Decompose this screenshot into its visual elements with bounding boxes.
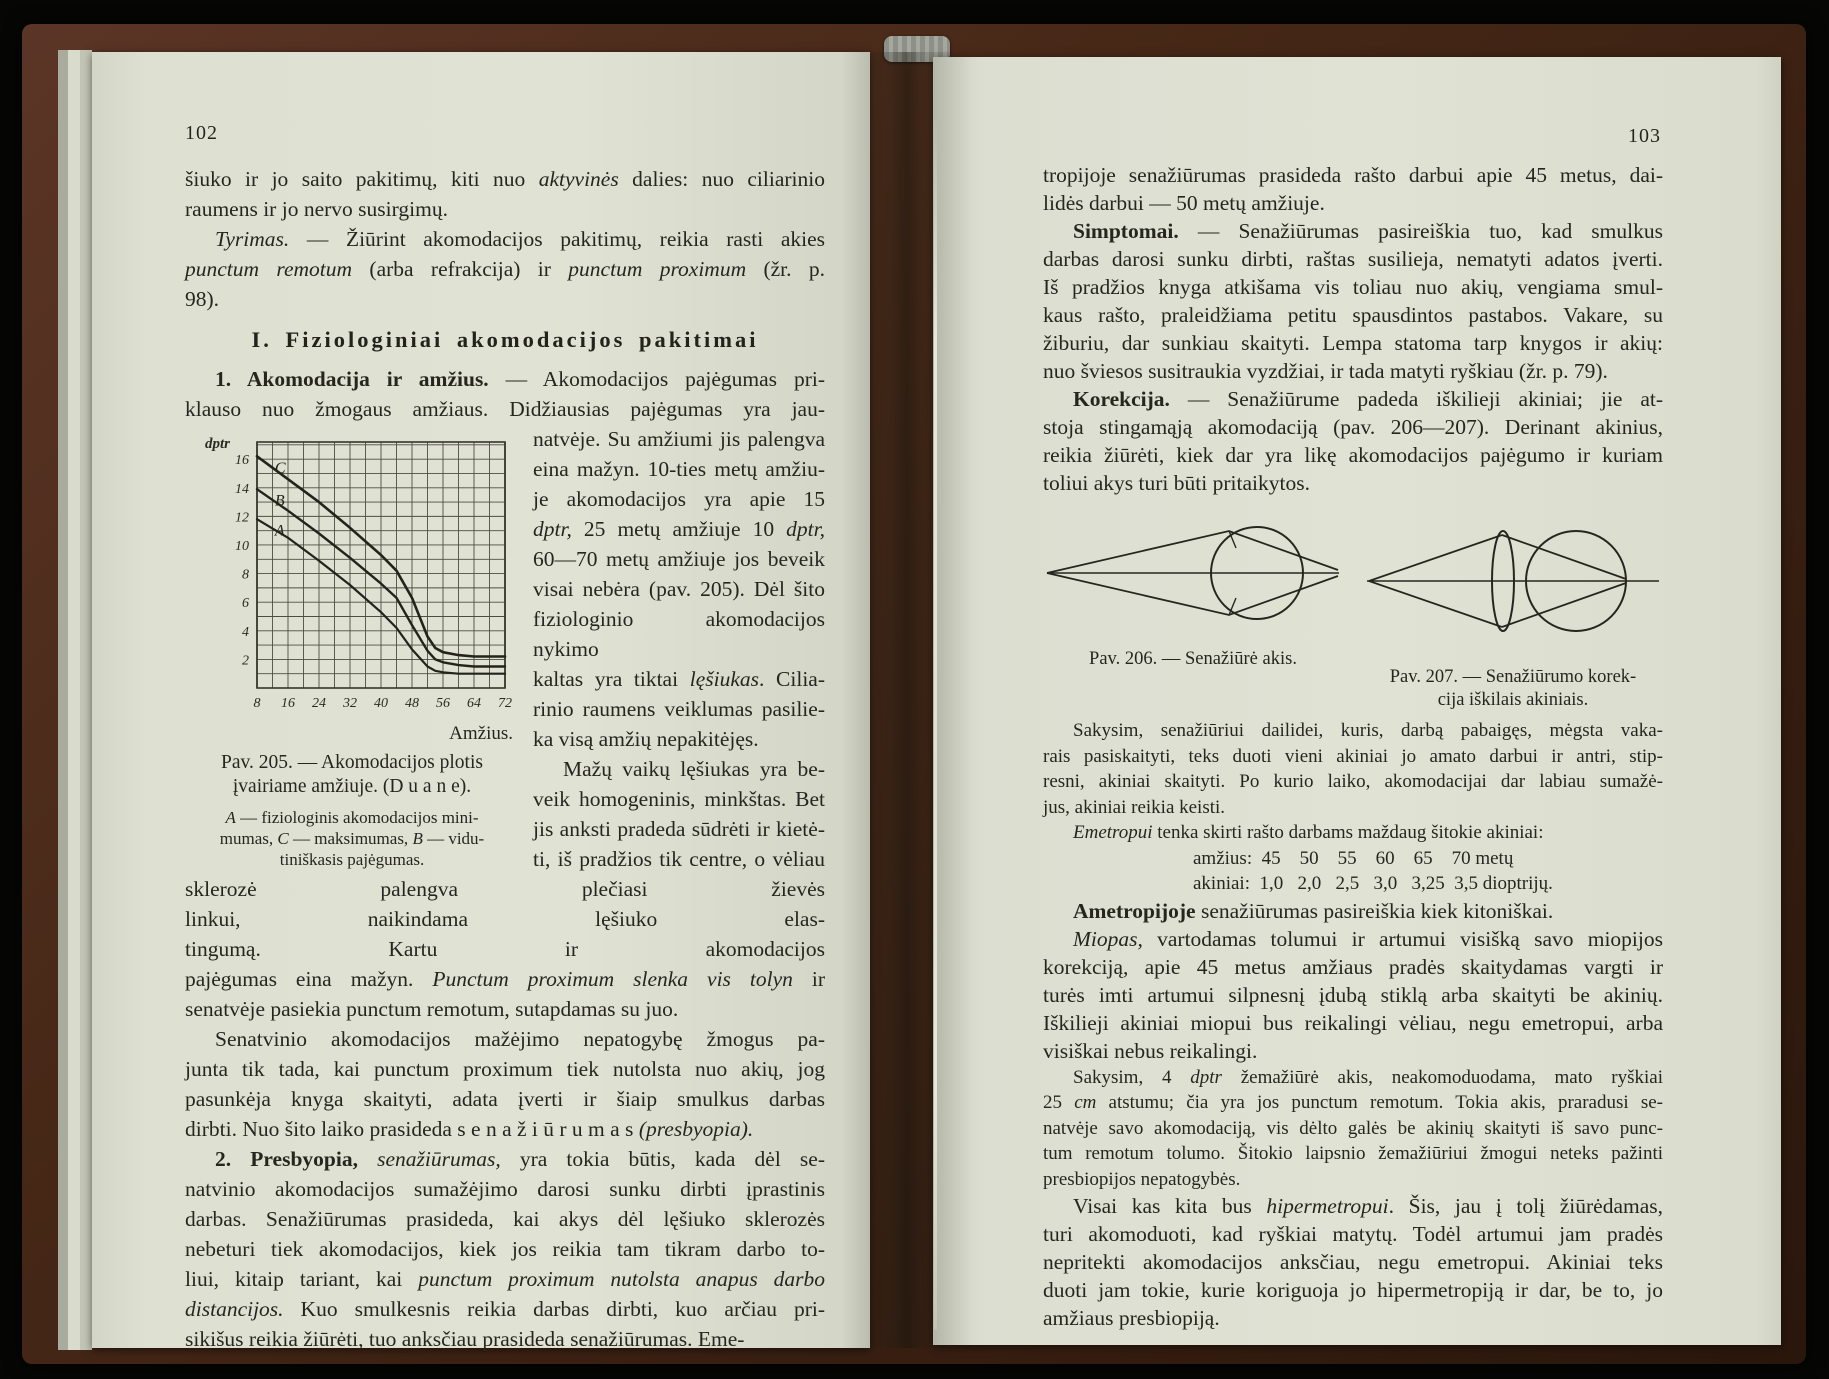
text-line: Simptomai. — Senažiūrumas pasireiškia tuo, kad smulkus	[1073, 219, 1663, 243]
right-top-paragraphs	[1043, 161, 1663, 497]
eye-figures-row	[1043, 507, 1663, 712]
svg-text:14: 14	[235, 481, 249, 497]
text-line: visiškai nebus reikalingi.	[1043, 1038, 1258, 1063]
svg-text:24: 24	[312, 696, 326, 711]
text-line: kaus rašto, praleidžiama petitu spausdintos pastabos. Vakare, su	[1043, 303, 1663, 327]
text-line: amžiaus presbiopiją.	[1043, 1306, 1220, 1330]
text-line: fiziologinio akomodacijos nykimo	[533, 607, 825, 661]
text-line: rinio raumens veiklumas pasilie-	[533, 697, 825, 721]
text-line: pajėgumas eina mažyn. Punctum proximum slenka vis tolyn ir	[185, 967, 825, 991]
right-page-content	[1043, 161, 1663, 1332]
caption-line: Pav. 206. — Senažiūrė akis.	[1089, 649, 1297, 669]
text-line: eina mažyn. 10-ties metų amžiu-	[533, 457, 825, 481]
text-line: presbiopijos nepatogybės.	[1043, 1168, 1241, 1190]
page-number-right: 103	[1628, 125, 1661, 147]
caption-line: Pav. 207. — Senažiūrumo korek-	[1389, 667, 1637, 687]
figure-207-caption	[1363, 666, 1663, 712]
text-line: Iš pradžios knyga atkišama vis toliau nuo akių, vengiama smul-	[1043, 275, 1663, 299]
text-line: darbas. Senažiūrumas prasideda, kai akys dėl lęšiuko sklerozės	[185, 1207, 825, 1231]
figure-205-legend	[185, 807, 519, 870]
text-line: Senatvinio akomodacijos mažėjimo nepatogybę žmogus pa-	[215, 1027, 825, 1051]
text-line: tum remotum tolumo. Šitokio laipsnio žemažiūriui žmogui neteks pažinti	[1043, 1143, 1663, 1164]
text-line: pasunkėja knyga skaityti, adata įverti ir šiaip smulkus darbas	[185, 1087, 825, 1111]
page-number-left: 102	[185, 122, 218, 144]
presbyopic-eye-diagram	[1043, 507, 1343, 639]
text-line: Sakysim, senažiūriui dailidei, kuris, darbą pabaigęs, mėgsta vaka-	[1073, 720, 1663, 741]
svg-text:32: 32	[343, 696, 357, 711]
caption-line: A — fiziologinis akomodacijos mini-	[225, 808, 479, 827]
svg-text:B: B	[274, 492, 285, 510]
text-line: linkui, naikindama lęšiuko elas-	[185, 907, 825, 931]
left-top-paragraphs	[185, 164, 825, 314]
text-line: duoti jam tokie, kurie koriguoja jo hipermetropiją ir dar, be to, jo	[1043, 1278, 1663, 1302]
right-bottom-paragraphs	[1043, 718, 1663, 1332]
text-line: amžius: 45 50 55 60 65 70 metų	[1193, 847, 1514, 869]
text-line: Sakysim, 4 dptr žemažiūrė akis, neakomoduodama, mato ryškiai	[1073, 1066, 1663, 1088]
text-line: žiburiu, dar sunkiau skaityti. Lempa statoma tarp knygos ir akių:	[1043, 331, 1663, 355]
text-line: visai nebėra (pav. 205). Dėl šito	[533, 577, 825, 601]
caption-line: cija iškilais akiniais.	[1437, 690, 1589, 710]
text-line: senatvėje pasiekia punctum remotum, sutapdamas su juo.	[185, 997, 679, 1021]
svg-text:8: 8	[253, 696, 261, 711]
left-lead-paragraph	[185, 364, 825, 424]
svg-text:40: 40	[374, 696, 388, 711]
svg-text:10: 10	[235, 538, 249, 554]
text-line: stoja stingamąją akomodaciją (pav. 206—207). Derinant akinius,	[1043, 415, 1663, 439]
text-line: natvinio akomodacijos sumažėjimo darosi sunku dirbti įprastinis	[185, 1177, 825, 1201]
text-line: jus, akiniai reikia keisti.	[1043, 796, 1226, 818]
svg-text:16: 16	[235, 453, 249, 469]
text-line: 25 cm atstumu; čia yra jos punctum remotum. Tokia akis, praradusi se-	[1043, 1092, 1664, 1113]
figure-pav-205	[185, 430, 519, 870]
text-line: ti, iš pradžios tik centre, o vėliau	[533, 847, 825, 871]
text-line: liui, kitaip tariant, kai punctum proximum nutolsta anapus darbo	[185, 1267, 825, 1291]
svg-text:2: 2	[242, 653, 249, 669]
left-page	[92, 52, 870, 1351]
text-line: nuo šviesos susitraukia vyzdžiai, ir tada matyti ryškiau (žr. p. 79).	[1043, 359, 1608, 383]
text-line: turi akomoduoti, kad ryškiai matytų. Todėl artumui jam pradės	[1043, 1222, 1663, 1246]
svg-text:6: 6	[242, 596, 249, 612]
caption-line: tiniškasis pajėgumas.	[279, 850, 425, 869]
text-line: rais pasiskaityti, teks duoti vieni akiniai jo amato darbui ir antri, stip-	[1043, 745, 1663, 767]
text-line: tingumą. Kartu ir akomodacijos	[185, 937, 825, 961]
figure-205-caption	[185, 751, 519, 799]
text-line: akiniai: 1,0 2,0 2,5 3,0 3,25 3,5 dioptrijų.	[1193, 873, 1553, 894]
svg-text:12: 12	[235, 510, 249, 526]
svg-text:56: 56	[436, 696, 450, 711]
svg-text:64: 64	[467, 696, 481, 711]
text-line: punctum remotum (arba refrakcija) ir punctum proximum (žr. p.	[185, 257, 825, 281]
accommodation-age-chart	[185, 430, 519, 720]
text-line: toliui akys turi būti pritaikytos.	[1043, 471, 1310, 495]
text-line: natvėje savo akomodaciją, vis dėlto galės be akinių skaityti iš savo punc-	[1043, 1117, 1663, 1139]
text-line: jis anksti pradeda sūdrėti ir kietė-	[533, 817, 825, 841]
text-line: Iškilieji akiniai miopui bus reikalingi vėliau, negu emetropui, arba	[1043, 1010, 1663, 1035]
text-line: šiuko ir jo saito pakitimų, kiti nuo aktyvinės dalies: nuo ciliarinio	[185, 167, 825, 191]
text-line: raumens ir jo nervo susirgimų.	[185, 197, 448, 221]
chart-x-axis-label: Amžius.	[449, 723, 513, 744]
text-line: korekciją, apie 45 metus amžiaus pradės skaitydamas vargti ir	[1043, 954, 1663, 979]
svg-text:4: 4	[242, 624, 249, 640]
text-line: turės imti artumui silpnesnį įdubą stiklą arba skaityti be akinių.	[1043, 982, 1663, 1007]
text-line: dirbti. Nuo šito laiko prasideda s e n a ž i ū r u m a s (presbyopia).	[185, 1117, 754, 1141]
text-line: sikišus reikia žiūrėti, tuo anksčiau prasideda senažiūrumas. Eme-	[185, 1327, 745, 1351]
text-line: Visai kas kita bus hipermetropui. Šis, jau į tolį žiūrėdamas,	[1073, 1194, 1663, 1218]
text-line: reikia žiūrėti, kiek dar yra likę akomodacijos pajėgumo ir kuriam	[1043, 443, 1663, 467]
text-line: junta tik tada, kai punctum proximum tiek nutolsta nuo akių, jog	[185, 1057, 825, 1081]
page-stack-edge	[80, 50, 92, 1350]
svg-text:A: A	[274, 522, 285, 540]
text-line: 2. Presbyopia, senažiūrumas, yra tokia būtis, kada dėl se-	[215, 1147, 826, 1171]
caption-line: mumas, C — maksimumas, B — vidu-	[219, 829, 485, 848]
page-stack-edge	[58, 50, 68, 1350]
left-page-content	[185, 164, 825, 1354]
page-stack-edge	[68, 50, 80, 1350]
svg-text:dptr: dptr	[205, 436, 231, 452]
text-line: Mažų vaikų lęšiukas yra be-	[563, 757, 825, 781]
text-line: nebeturi tiek akomodacijos, kiek jos reikia tam tikram darbo to-	[185, 1237, 825, 1261]
caption-line: Pav. 205. — Akomodacijos plotis	[221, 752, 483, 773]
text-line: Miopas, vartodamas tolumui ir artumui visišką savo miopijos	[1073, 926, 1663, 951]
text-line: kaltas yra tiktai lęšiukas. Cilia-	[533, 667, 825, 691]
svg-text:C: C	[274, 459, 286, 477]
caption-line: įvairiame amžiuje. (D u a n e).	[232, 776, 472, 797]
text-line: veik homogeninis, minkštas. Bet	[533, 787, 825, 811]
text-line: dptr, 25 metų amžiuje 10 dptr,	[533, 517, 825, 541]
section-heading: I. Fiziologiniai akomodacijos pakitimai	[251, 327, 759, 352]
text-line: Tyrimas. — Žiūrint akomodacijos pakitimų, reikia rasti akies	[215, 227, 825, 251]
text-line: nepritekti akomodacijos anksčiau, negu emetropui. Akiniai teks	[1043, 1250, 1663, 1274]
text-line: sklerozė palengva plečiasi žievės	[185, 877, 825, 901]
svg-text:8: 8	[242, 567, 249, 583]
left-flow-block	[185, 424, 825, 1024]
svg-text:72: 72	[498, 696, 512, 711]
left-bottom-paragraphs	[185, 1024, 825, 1354]
figure-206-caption	[1043, 648, 1343, 671]
text-line: je akomodacijos yra apie 15	[533, 487, 825, 511]
text-line: klauso nuo žmogaus amžiaus. Didžiausias pajėgumas yra jau-	[185, 397, 825, 421]
text-line: 98).	[185, 287, 220, 311]
svg-text:48: 48	[405, 696, 419, 711]
text-line: Korekcija. — Senažiūrume padeda iškilieji akiniai; jie at-	[1073, 387, 1663, 411]
right-page	[933, 57, 1781, 1345]
figure-pav-207	[1363, 507, 1663, 712]
text-line: 1. Akomodacija ir amžius. — Akomodacijos pajėgumas pri-	[215, 367, 826, 391]
svg-text:16: 16	[281, 696, 295, 711]
text-line: darbas darosi sunku dirbti, raštas susilieja, nematyti adatos įverti.	[1043, 247, 1663, 271]
text-line: resni, akiniai skaityti. Po kurio laiko, akomodacijai dar labiau sumažė-	[1043, 771, 1663, 792]
text-line: lidės darbui — 50 metų amžiuje.	[1043, 191, 1325, 215]
text-line: distancijos. Kuo smulkesnis reikia darbas dirbti, kuo arčiau pri-	[185, 1297, 825, 1321]
text-line: natvėje. Su amžiumi jis palengva	[533, 427, 825, 451]
text-line: Emetropui tenka skirti rašto darbams maždaug šitokie akiniai:	[1073, 822, 1544, 843]
corrected-eye-diagram	[1363, 507, 1663, 657]
text-line: tropijoje senažiūrumas prasideda rašto darbui apie 45 metus, dai-	[1043, 163, 1663, 187]
text-line: 60—70 metų amžiuje jos beveik	[533, 547, 825, 571]
text-line: Ametropijoje senažiūrumas pasireiškia kiek kitoniškai.	[1073, 898, 1554, 923]
figure-pav-206	[1043, 507, 1343, 712]
text-line: ka visą amžių nepakitėjęs.	[533, 727, 759, 751]
